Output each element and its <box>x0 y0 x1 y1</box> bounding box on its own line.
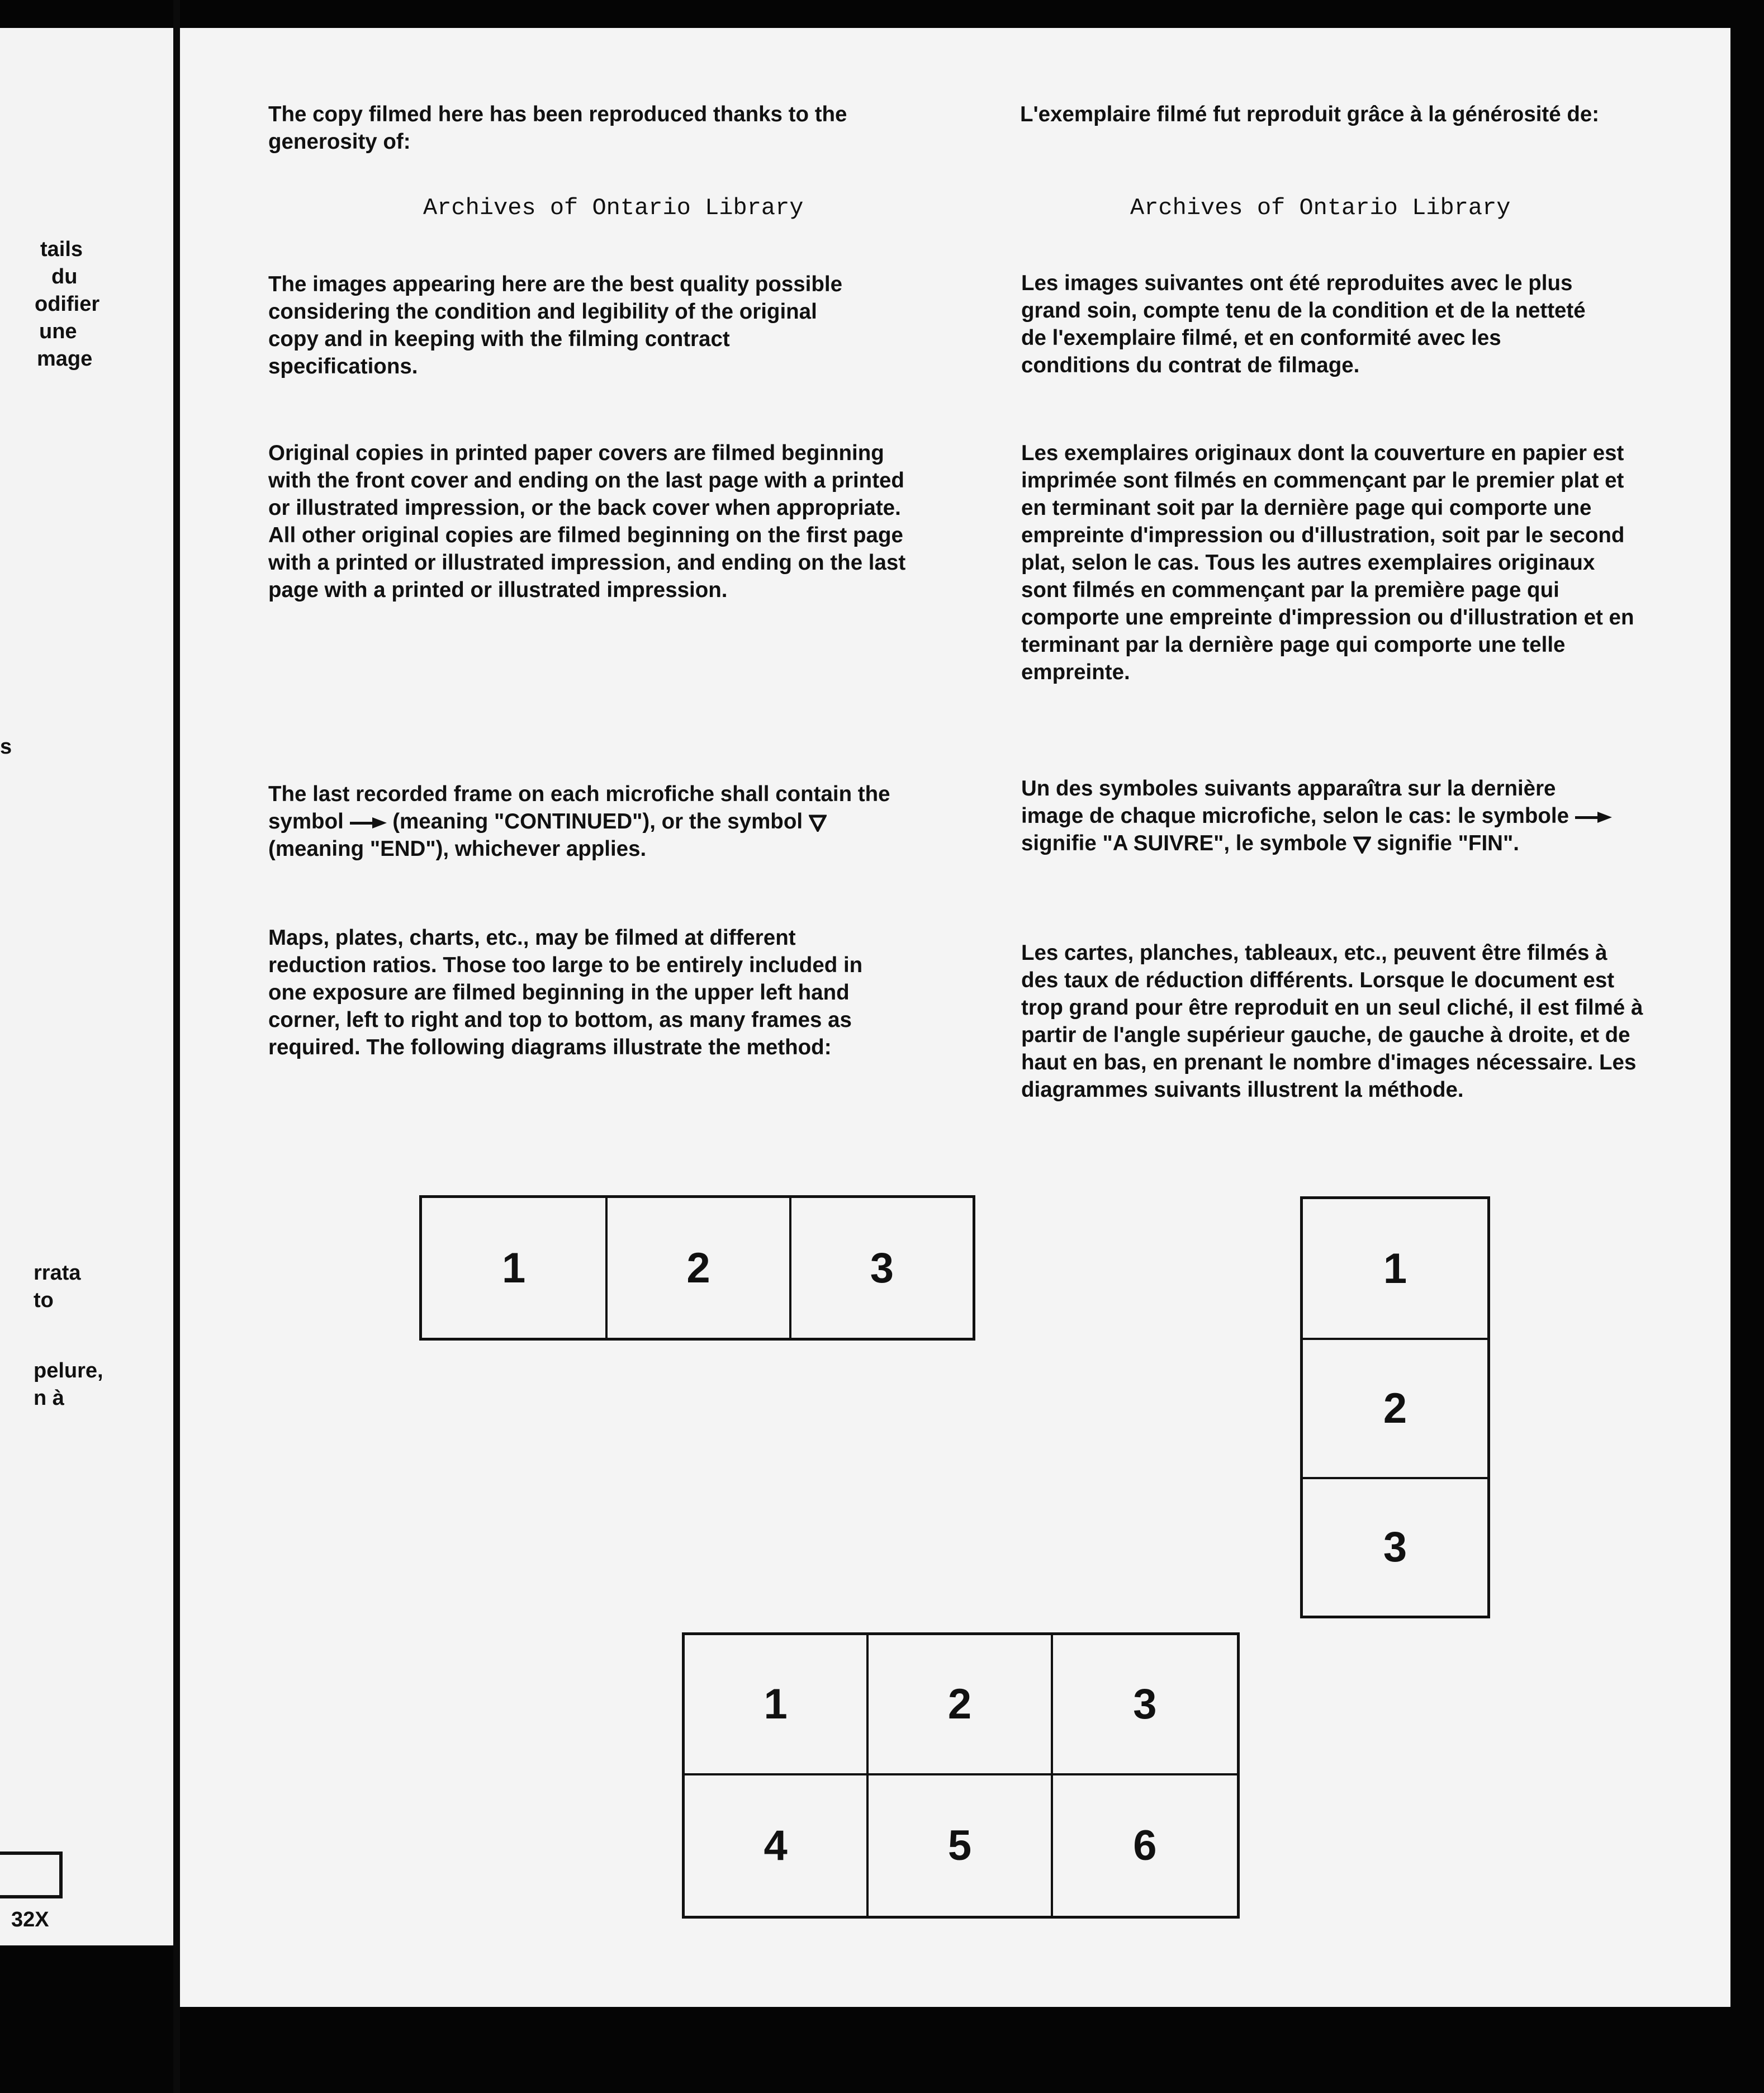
fragment-text: rrata <box>34 1261 81 1285</box>
en-maps-paragraph: Maps, plates, charts, etc., may be filmed at different reduction ratios. Those too large to be entirely included in one exposure are filmed beginning in the upper left hand corner, left to right and top to bottom, as many frames as required. The following diagrams illustrate the method: <box>268 926 863 1059</box>
triangle-end-icon <box>1353 836 1371 854</box>
fragment-text: pelure, <box>34 1359 103 1382</box>
en-symbol-text-3: (meaning "END"), whichever applies. <box>268 837 647 861</box>
fr-covers-paragraph: Les exemplaires originaux dont la couverture en papier est imprimée sont filmés en commençant par le premier plat et en terminant soit par la dernière page qui comporte une empreinte d'impression ou d'illustration, soit par le second plat, selon le cas. Tous les autres exemplaires originaux sont filmés en commençant par la première page qui comporte une empreinte d'impression ou d'illustration et en terminant par la dernière page qui comporte une telle empreinte. <box>1021 441 1634 684</box>
frame-cell: 4 <box>685 1775 869 1916</box>
arrow-continued-icon <box>1575 811 1612 824</box>
diagram-grid-frames <box>682 1632 1240 1919</box>
fragment-text: n à <box>34 1386 64 1410</box>
document-page <box>180 28 1730 2007</box>
frame-cell: 2 <box>1303 1338 1487 1476</box>
fragment-text: mage <box>37 347 93 371</box>
en-library-name: Archives of Ontario Library <box>423 195 804 221</box>
en-symbol-paragraph <box>268 780 894 863</box>
fr-symbol-text-3: signifie "FIN". <box>1377 831 1519 855</box>
en-symbol-text-1: The last recorded frame on each microfiche shall contain the symbol <box>268 782 890 834</box>
frame-cell: 1 <box>685 1635 869 1775</box>
fragment-text: odifier <box>35 292 100 316</box>
frame-cell: 1 <box>502 1244 526 1292</box>
fr-symbol-text-2: signifie "A SUIVRE", le symbole <box>1021 831 1347 855</box>
fragment-text: to <box>34 1289 54 1312</box>
frame-cell: 1 <box>1383 1244 1407 1292</box>
fragment-text: du <box>51 265 78 288</box>
arrow-continued-icon <box>350 816 387 830</box>
frame-cell: 6 <box>1133 1822 1157 1869</box>
fragment-text: tails <box>40 238 83 261</box>
fragment-text: une <box>39 320 77 343</box>
frame-cell: 3 <box>789 1198 973 1338</box>
fr-quality-paragraph: Les images suivantes ont été reproduites avec le plus grand soin, compte tenu de la condition et de la netteté de l'exemplaire filmé, et en conformité avec les conditions du contrat de filmage. <box>1021 271 1586 377</box>
resolution-target-square <box>0 1852 63 1898</box>
fr-symbol-paragraph <box>1021 775 1614 857</box>
diagram-vertical-frames <box>1300 1196 1490 1618</box>
frame-cell: 3 <box>1053 1635 1237 1775</box>
frame-cell: 2 <box>605 1198 789 1338</box>
fr-library-name: Archives of Ontario Library <box>1130 195 1511 221</box>
triangle-end-icon <box>809 814 827 832</box>
fr-maps-paragraph: Les cartes, planches, tableaux, etc., peuvent être filmés à des taux de réduction différents. Lorsque le document est trop grand pour être reproduit en un seul cliché, il est filmé à partir de l'angle supérieur gauche, de gauche à droite, et de haut en bas, en prenant le nombre d'images nécessaire. Les diagrammes suivants illustrent la méthode. <box>1021 941 1643 1102</box>
page-gutter <box>173 0 180 2093</box>
fr-thanks: L'exemplaire filmé fut reproduit grâce à la générosité de: <box>1020 102 1600 126</box>
en-covers-paragraph: Original copies in printed paper covers are filmed beginning with the front cover and ending on the last page with a printed or illustrated impression, or the back cover when appropriate. All other original copies are filmed beginning on the first page with a printed or illustrated impression, and ending on the last page with a printed or illustrated impression. <box>268 441 906 602</box>
en-symbol-text-2: (meaning "CONTINUED"), or the symbol <box>392 809 803 834</box>
frame-cell: 2 <box>869 1635 1052 1775</box>
reduction-ratio-label: 32X <box>11 1908 49 1931</box>
adjacent-page-fragment <box>0 28 173 1945</box>
en-thanks: The copy filmed here has been reproduced thanks to the generosity of: <box>268 102 847 154</box>
frame-cell: 3 <box>1303 1477 1487 1616</box>
en-quality-paragraph: The images appearing here are the best quality possible considering the condition and legibility of the original copy and in keeping with the filming contract specifications. <box>268 272 842 378</box>
fr-symbol-text-1: Un des symboles suivants apparaîtra sur la dernière image de chaque microfiche, selon le cas: le symbole <box>1021 776 1569 828</box>
frame-cell: 5 <box>869 1775 1052 1916</box>
fragment-text: s <box>0 735 12 759</box>
diagram-horizontal-frames <box>419 1195 975 1341</box>
